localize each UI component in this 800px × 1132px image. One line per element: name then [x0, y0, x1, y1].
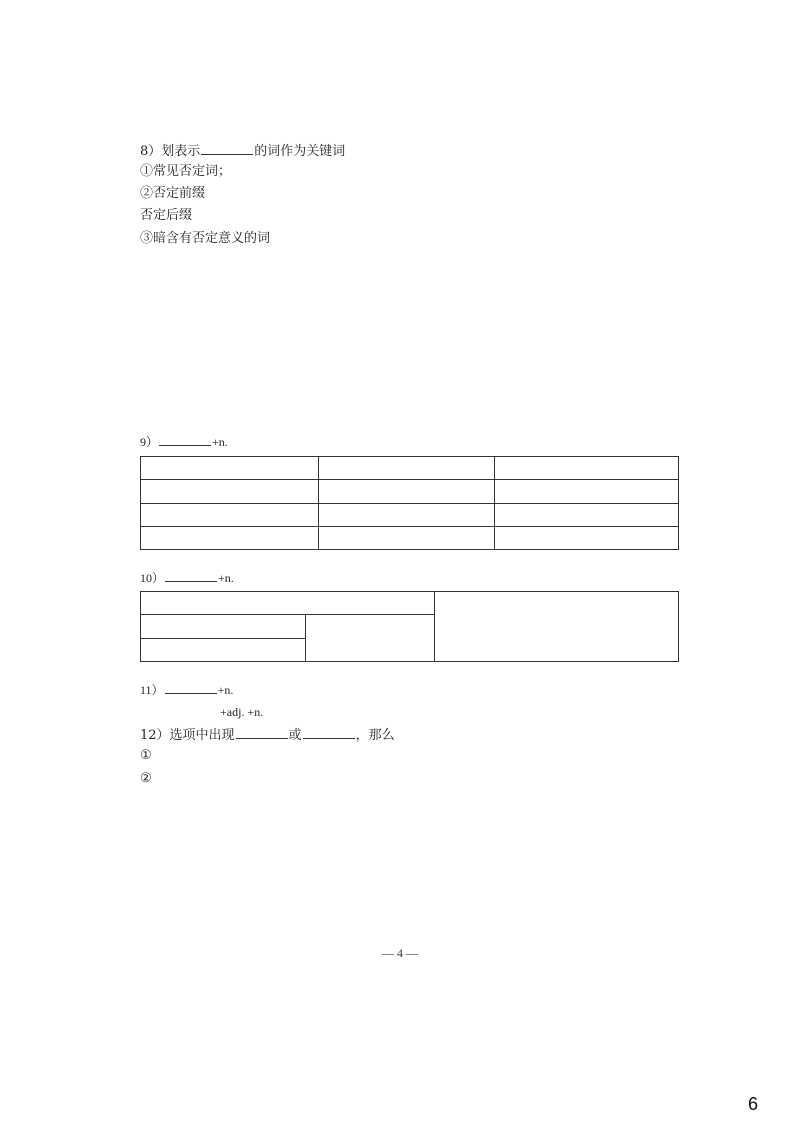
q12-item-1: ① [140, 748, 152, 763]
table-cell [435, 592, 679, 662]
q9-blank [159, 433, 211, 446]
q12-middle: 或 [288, 728, 302, 743]
table-cell [141, 480, 319, 503]
table-cell [141, 457, 319, 480]
q11-blank [165, 681, 217, 694]
q11-line2: +adj. +n. [220, 705, 264, 719]
table-cell [495, 457, 679, 480]
q12-item-2: ② [140, 771, 152, 786]
q12-prefix: 12）选项中出现 [140, 728, 235, 743]
table-cell [318, 480, 495, 503]
q8-item-4: ③暗含有否定意义的词 [140, 231, 271, 246]
q9-table [140, 456, 679, 550]
q8-item-2: ②否定前缀 [140, 186, 206, 201]
q11-suffix: +n. [217, 683, 234, 697]
page-footer: — 4 — [382, 946, 418, 960]
table-cell [141, 615, 306, 638]
q8-suffix: 的词作为关键词 [254, 144, 346, 159]
table-cell [495, 526, 679, 549]
q8-heading [140, 142, 345, 160]
table-cell [318, 503, 495, 526]
q11-label: 11） [140, 683, 164, 697]
table-cell [495, 480, 679, 503]
q9-label: 9） [140, 435, 159, 449]
table-row [141, 480, 679, 503]
table-cell [495, 503, 679, 526]
table-row [141, 503, 679, 526]
q12-suffix: ，那么 [355, 728, 395, 743]
q10-heading [140, 569, 234, 586]
table-row [141, 457, 679, 480]
q12-blank-2 [303, 726, 355, 739]
table-cell [318, 526, 495, 549]
q10-blank [165, 569, 217, 582]
table-cell [305, 615, 435, 662]
table-cell [141, 503, 319, 526]
table-row [141, 592, 679, 615]
q8-prefix: 8）划表示 [140, 144, 201, 159]
q8-blank [201, 142, 253, 155]
page-number: 6 [748, 1094, 759, 1114]
q10-table [140, 591, 679, 662]
table-cell [318, 457, 495, 480]
table-cell [141, 526, 319, 549]
q8-item-3: 否定后缀 [140, 208, 193, 223]
q9-heading [140, 433, 228, 450]
table-cell [141, 592, 435, 615]
table-cell [141, 638, 306, 661]
q12-blank-1 [236, 726, 288, 739]
table-row [141, 526, 679, 549]
q10-suffix: +n. [218, 571, 234, 585]
q8-item-1: ①常见否定词； [140, 164, 232, 179]
q12-heading [140, 726, 395, 744]
q10-label: 10） [140, 571, 165, 585]
q9-suffix: +n. [212, 435, 228, 449]
q11-heading [140, 681, 233, 698]
